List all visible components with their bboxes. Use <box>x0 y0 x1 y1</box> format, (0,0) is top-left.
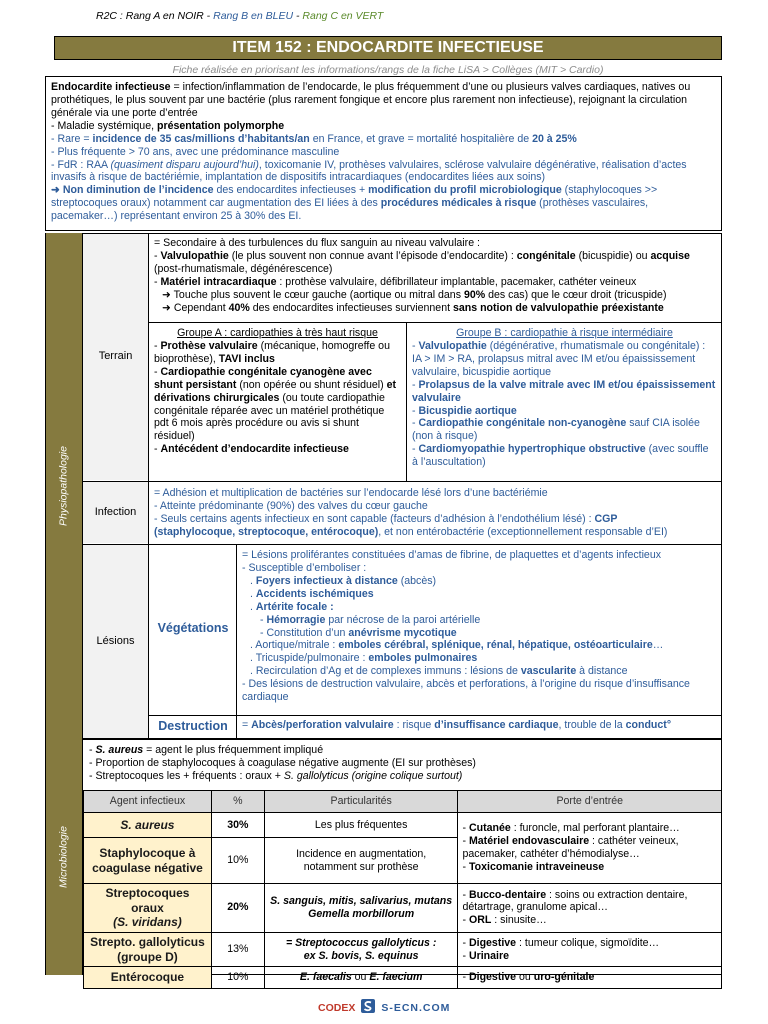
entry-door-cell: - Digestive ou uro-génitale <box>458 967 722 989</box>
microbiology-intro <box>84 741 722 786</box>
micro-line: - S. aureus = agent le plus fréquemment impliqué <box>89 744 324 756</box>
definition-paragraph <box>51 81 716 120</box>
group-b-item: - Cardiomyopathie hypertrophique obstructive (avec souffle à l’auscultation) <box>412 443 709 469</box>
legend-separator: - <box>203 10 214 22</box>
terrain-content <box>149 234 722 318</box>
physiopathology-side-label: Physiopathologie <box>45 233 83 739</box>
table-row <box>84 813 722 838</box>
table-row <box>84 884 722 933</box>
codex-logo-text: CODEX <box>318 1001 356 1014</box>
divider <box>148 715 722 716</box>
percent-cell: 30% <box>211 813 264 838</box>
terrain-line: = Secondaire à des turbulences du flux sanguin au niveau valvulaire : <box>154 237 480 249</box>
entry-door-cell: - Bucco-dentaire : soins ou extraction dentaire, détartrage, granulome apical… - ORL : sinusite… <box>458 884 722 933</box>
page-title: ITEM 152 : ENDOCARDITE INFECTIEUSE <box>54 36 722 60</box>
group-b-title: Groupe B : cardiopathie à risque intermédiaire <box>456 327 673 339</box>
infection-line: (staphylocoque, streptocoque, entérocoque), et non entérobactérie (exceptionnellement responsable d’EI) <box>154 525 668 538</box>
infection-line: - Seuls certains agents infectieux en sont capable (facteurs d’adhésion à l’endothélium lésé) : CGP <box>154 512 618 525</box>
page-subtitle: Fiche réalisée en priorisant les informations/rangs de la fiche LiSA > Collèges (MIT > Cardio) <box>172 64 604 76</box>
vegetations-line: . Recirculation d’Ag et de complexes immuns : lésions de vascularite à distance <box>250 665 628 678</box>
entry-door-cell: - Cutanée : furoncle, mal perforant plantaire… - Matériel endovasculaire : cathéter veineux, pacemaker, cathéter d’hémodialyse… - Toxicomanie intraveineuse <box>458 813 722 884</box>
intro-line: - Maladie systémique, présentation polymorphe <box>51 119 285 132</box>
particularity-cell: Incidence en augmentation, notamment sur prothèse <box>264 838 458 884</box>
terrain-line: - Valvulopathie (le plus souvent non connue avant l’épisode d’endocardite) : congénitale (bicuspidie) ou acquise (post-rhumatismale, dégénérescence) <box>154 249 690 275</box>
intro-line: ➜ Non diminution de l’incidence des endocardites infectieuses + modification du profil microbiologique (staphylocoques >> streptocoques oraux) notamment car augmentation des EI liées à des procédures médicales à risque (prothèses vasculaires, pacemaker…) représentant environ 25 à 30% des EI. <box>51 184 658 223</box>
lesions-label: Lésions <box>83 545 148 738</box>
definition-text: = infection/inflammation de l’endocarde, le plus fréquemment d’une ou plusieurs valves cardiaques, natives ou prothétiques, le plus souvent par une bactérie (plus rarement fongique et encore plus rarement non infectieuse), rejoignant la circulation générale via une porte d’entrée <box>51 81 691 119</box>
vegetations-line: . Artérite focale : <box>250 600 334 613</box>
particularity-cell: Les plus fréquentes <box>264 813 458 838</box>
percent-cell: 10% <box>211 838 264 884</box>
group-a-item: - Antécédent d’endocardite infectieuse <box>154 443 349 456</box>
vegetations-line: - Susceptible d’emboliser : <box>242 561 367 574</box>
legend-separator: - <box>293 10 303 22</box>
site-name-text: S-ECN.COM <box>381 1001 451 1014</box>
agent-cell: Staphylocoque à coagulase négative <box>84 838 212 884</box>
particularity-cell: S. sanguis, mitis, salivarius, mutans Gemella morbillorum <box>264 884 458 933</box>
microbiology-side-label: Microbiologie <box>45 739 83 975</box>
divider <box>148 322 722 323</box>
percent-cell: 10% <box>211 967 264 989</box>
microbiology-table <box>83 790 722 989</box>
table-row <box>84 967 722 989</box>
percent-cell: 20% <box>211 884 264 933</box>
intro-definition-box <box>45 76 722 231</box>
infection-line: - Atteinte prédominante (90%) des valves du cœur gauche <box>154 499 428 512</box>
group-b-cell <box>407 324 722 472</box>
legend-rank-c: Rang C en VERT <box>302 10 384 22</box>
column-header: Porte d’entrée <box>458 791 722 813</box>
agent-cell: Entérocoque <box>84 967 212 989</box>
footer-branding <box>318 999 450 1017</box>
group-b-item: - Cardiopathie congénitale non-cyanogène sauf CIA isolée (non à risque) <box>412 417 700 443</box>
infection-label: Infection <box>83 482 148 543</box>
group-a-item: - Cardiopathie congénitale cyanogène avec shunt persistant (non opérée ou shunt résiduel) et dérivations chirurgicales (ou toute cardiopathie congénitale réparée avec un matériel prothétique pdt 6 mois après procédure ou avis si shunt résiduel) <box>154 365 397 443</box>
destruction-content: = Abcès/perforation valvulaire : risque d’insuffisance cardiaque, trouble de la conduct° <box>242 719 672 731</box>
terrain-line: ➜ Touche plus souvent le cœur gauche (aortique ou mitral dans 90% des cas) que le cœur droit (tricuspide) <box>162 288 667 301</box>
agent-cell: Strepto. gallolyticus (groupe D) <box>84 932 212 966</box>
group-b-item: - Bicuspidie aortique <box>412 404 517 417</box>
legend-rank-a: R2C : Rang A en NOIR <box>96 10 204 22</box>
vegetations-line: - Hémorragie par nécrose de la paroi artérielle <box>260 613 481 626</box>
vegetations-line: . Accidents ischémiques <box>250 587 374 600</box>
legend-rank-b: Rang B en BLEU <box>213 10 294 22</box>
infection-content <box>149 484 722 542</box>
particularity-cell: E. faecalis ou E. faecium <box>264 967 458 989</box>
group-b-item: - Valvulopathie (dégénérative, rhumatismale ou congénitale) : IA > IM > RA, prolapsus mitral avec IM et/ou épaississement valvulaire, bicuspidie aortique <box>412 339 706 378</box>
micro-line: - Streptocoques les + fréquents : oraux + S. gallolyticus (origine colique surtout) <box>89 769 463 782</box>
vegetations-line: . Aortique/mitrale : emboles cérébral, splénique, rénal, hépatique, ostéoarticulaire… <box>250 639 664 652</box>
group-a-item: - Prothèse valvulaire (mécanique, homogreffe ou bioprothèse), TAVI inclus <box>154 339 390 365</box>
vegetations-content <box>237 547 722 707</box>
rank-legend <box>96 10 383 23</box>
agent-cell: S. aureus <box>84 813 212 838</box>
vegetations-label: Végétations <box>157 621 229 635</box>
infection-line: = Adhésion et multiplication de bactéries sur l’endocarde lésé lors d’une bactériémie <box>154 487 548 499</box>
percent-cell: 13% <box>211 932 264 966</box>
micro-line: - Proportion de staphylocoques à coagulase négative augmente (EI sur prothèses) <box>89 756 476 769</box>
column-header: Particularités <box>264 791 458 813</box>
terrain-label: Terrain <box>83 234 148 480</box>
group-a-cell <box>149 324 406 459</box>
definition-term: Endocardite infectieuse <box>51 81 171 93</box>
vegetations-line: = Lésions proliférantes constituées d’amas de fibrine, de plaquettes et d’agents infectieux <box>242 549 662 561</box>
column-header: % <box>211 791 264 813</box>
terrain-line: ➜ Cependant 40% des endocardites infectieuses surviennent sans notion de valvulopathie préexistante <box>162 301 664 314</box>
agent-cell: Streptocoques oraux (S. viridans) <box>84 884 212 933</box>
intro-line: - Plus fréquente > 70 ans, avec une prédominance masculine <box>51 145 340 158</box>
particularity-cell: = Streptococcus gallolyticus : ex S. bovis, S. equinus <box>264 932 458 966</box>
group-a-title: Groupe A : cardiopathies à très haut risque <box>177 327 378 339</box>
column-header: Agent infectieux <box>84 791 212 813</box>
vegetations-line: - Constitution d’un anévrisme mycotique <box>260 626 457 639</box>
destruction-label: Destruction <box>158 719 228 733</box>
group-b-item: - Prolapsus de la valve mitrale avec IM et/ou épaississement valvulaire <box>412 378 716 404</box>
intro-line: - FdR : RAA (quasiment disparu aujourd’hui), toxicomanie IV, prothèses valvulaires, sclérose valvulaire dégénérative, réalisation d’actes invasifs à risque de bactériémie, implantation de dispositifs intracardiaques (endocardites liées aux soins) <box>51 158 687 184</box>
entry-door-cell: - Digestive : tumeur colique, sigmoïdite… - Urinaire <box>458 932 722 966</box>
s-logo-icon <box>361 999 375 1017</box>
table-header-row <box>84 791 722 813</box>
divider <box>83 544 722 545</box>
terrain-line: - Matériel intracardiaque : prothèse valvulaire, défibrillateur implantable, pacemaker, cathéter veineux <box>154 275 637 288</box>
divider <box>83 481 722 482</box>
vegetations-line: - Des lésions de destruction valvulaire, abcès et perforations, à l’origine du risque d’insuffisance cardiaque <box>242 678 690 704</box>
table-row <box>84 932 722 966</box>
vegetations-line: . Tricuspide/pulmonaire : emboles pulmonaires <box>250 652 478 665</box>
intro-line: - Rare = incidence de 35 cas/millions d’habitants/an en France, et grave = mortalité hospitalière de 20 à 25% <box>51 132 577 145</box>
vegetations-line: . Foyers infectieux à distance (abcès) <box>250 574 437 587</box>
